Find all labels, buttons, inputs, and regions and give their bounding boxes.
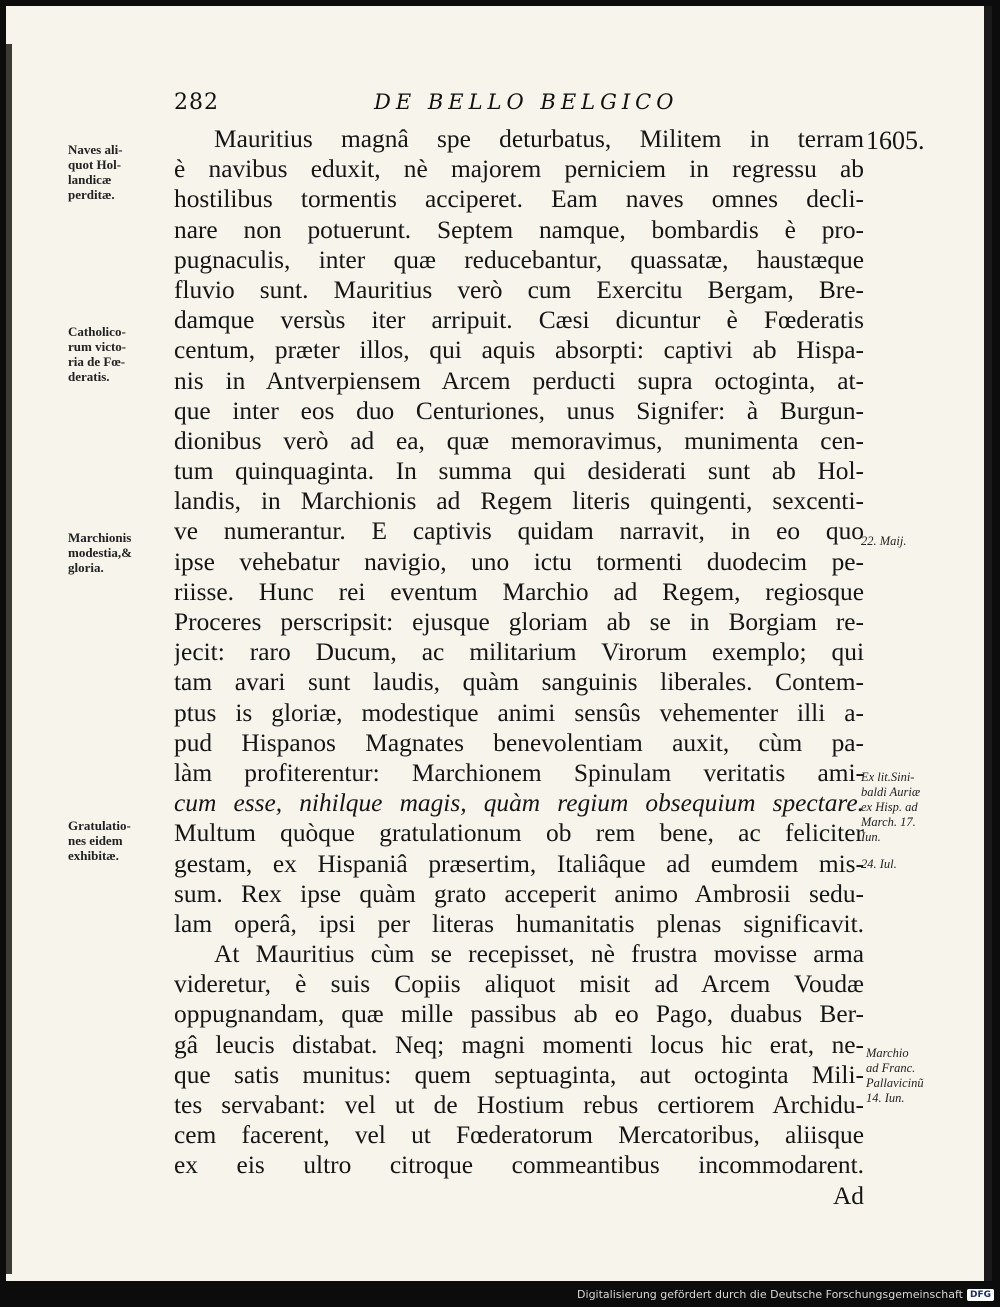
text-line: pugnaculis, inter quæ reducebantur, quassatæ, haustæque	[174, 245, 864, 274]
margin-note-line: 14. Iun.	[866, 1091, 905, 1105]
margin-note-line: landicæ	[68, 172, 112, 187]
text-line: hostilibus tormentis acciperet. Eam naves omnes decli-	[174, 185, 864, 214]
margin-note-line: Catholico-	[68, 324, 126, 339]
text-line: cum esse, nihilque magis, quàm regium obsequium spectare.	[174, 789, 864, 818]
text-line: sum. Rex ipse quàm grato acceperit animo Ambrosii sedu-	[174, 879, 864, 908]
text-line: riisse. Hunc rei eventum Marchio ad Regem, regiosque	[174, 577, 864, 606]
margin-note-line: ria de Fœ-	[68, 354, 126, 369]
text-line: ipse vehebatur navigio, uno ictu tormenti duodecim pe-	[174, 547, 864, 576]
margin-note-line: nes eidem	[68, 833, 123, 848]
margin-note-line: perditæ.	[68, 187, 115, 202]
text-line: que inter eos duo Centuriones, unus Signifer: à Burgun-	[174, 396, 864, 425]
text-line: Multum quòque gratulationum ob rem bene, ac feliciter	[174, 819, 864, 848]
margin-note-line: ex Hisp. ad	[861, 800, 918, 814]
footer-text: Digitalisierung gefördert durch die Deutsche Forschungsgemeinschaft	[577, 1288, 963, 1301]
text-line: videretur, è suis Copiis aliquot misit ad Arcem Voudæ	[174, 970, 864, 999]
margin-note-right-1	[861, 534, 906, 549]
text-line: gestam, ex Hispaniâ præsertim, Italiâque ad eumdem mis-	[174, 849, 864, 878]
text-line: ptus is gloriæ, modestique animi sensûs vehementer illi a-	[174, 698, 864, 727]
margin-note-line: deratis.	[68, 369, 110, 384]
margin-note-line: gloria.	[68, 560, 104, 575]
text-line: damque versùs iter arripuit. Cæsi dicuntur è Fœderatis	[174, 306, 864, 335]
margin-note-line: Gratulatio-	[68, 818, 131, 833]
book-page	[6, 6, 992, 1281]
page-number: 282	[174, 90, 219, 115]
margin-note-right-3	[866, 1046, 924, 1106]
text-line: tum quinquaginta. In summa qui desiderati sunt ab Hol-	[174, 457, 864, 486]
text-line: nis in Antverpiensem Arcem perducti supra octoginta, at-	[174, 366, 864, 395]
text-line: jecit: raro Ducum, ac militarium Virorum exemplo; qui	[174, 638, 864, 667]
text-line: At Mauritius cùm se recepisset, nè frustra movisse arma	[214, 940, 864, 969]
text-line: landis, in Marchionis ad Regem literis quingenti, sexcenti-	[174, 487, 864, 516]
margin-note-line: rum victo-	[68, 339, 127, 354]
margin-note-line: modestia,&	[68, 545, 132, 560]
text-line: lam operâ, ipsi per literas humanitatis plenas significavit.	[174, 909, 864, 938]
catchword: Ad	[832, 1181, 864, 1210]
margin-note-left-4	[68, 818, 131, 863]
margin-note-line: Naves ali-	[68, 142, 123, 157]
margin-note-line: March. 17.	[861, 815, 916, 829]
text-line: làm profiterentur: Marchionem Spinulam veritatis ami-	[174, 758, 864, 787]
text-line: fluvio sunt. Mauritius verò cum Exercitu Bergam, Bre-	[174, 275, 864, 304]
margin-note-line: Marchio	[866, 1046, 909, 1060]
footer-credit	[577, 1288, 994, 1301]
margin-note-line: baldi Auriæ	[861, 785, 921, 799]
text-line: è navibus eduxit, nè majorem perniciem in regressu ab	[174, 155, 864, 184]
margin-note-line: Pallavicinũ	[866, 1076, 924, 1090]
gutter-shadow	[6, 44, 12, 1274]
text-line: tes servabant: vel ut de Hostium rebus certiorem Archidu-	[174, 1091, 864, 1119]
text-line: tam avari sunt laudis, quàm sanguinis liberales. Contem-	[174, 668, 864, 697]
margin-note-line: Iun.	[861, 830, 881, 844]
margin-note-right-2	[861, 770, 920, 872]
text-line: gâ leucis distabat. Neq; magni momenti locus hic erat, ne-	[174, 1030, 864, 1059]
text-line: centum, præter illos, qui aquis absorpti: captivi ab Hispa-	[174, 336, 864, 365]
year-marginal: 1605.	[866, 126, 925, 155]
text-line: dionibus verò ad ea, quæ memoravimus, munimenta cen-	[174, 426, 864, 455]
main-text-block	[174, 124, 864, 1211]
margin-note-line: Ex lit.Sini-	[861, 770, 915, 784]
margin-note-left-3	[68, 530, 132, 575]
text-line: pud Hispanos Magnates benevolentiam auxit, cùm pa-	[174, 728, 864, 757]
margin-note-line: ad Franc.	[866, 1061, 916, 1075]
text-line: Proceres perscripsit: ejusque gloriam ab se in Borgiam re-	[174, 608, 864, 636]
text-line: cem facerent, vel ut Fœderatorum Mercatoribus, aliisque	[174, 1121, 864, 1150]
margin-note-line: exhibitæ.	[68, 848, 119, 863]
text-line: ve numerantur. E captivis quidam narravit, in eo quo	[174, 517, 864, 546]
text-line: ex eis ultro citroque commeantibus incommodarent.	[174, 1151, 864, 1180]
dfg-logo: DFG	[967, 1289, 994, 1301]
margin-note-left-2	[68, 324, 126, 384]
text-line: Mauritius magnâ spe deturbatus, Militem in terram	[214, 125, 864, 153]
text-line: nare non potuerunt. Septem namque, bombardis è pro-	[174, 215, 864, 244]
text-line: oppugnandam, quæ mille passibus ab eo Pago, duabus Ber-	[174, 1000, 864, 1029]
margin-note-line: Marchionis	[68, 530, 132, 545]
margin-note-line: quot Hol-	[68, 157, 122, 172]
text-line: que satis munitus: quem septuaginta, aut octoginta Mili-	[174, 1060, 864, 1089]
margin-note-line: 24. Iul.	[861, 857, 897, 871]
margin-note-line: 22. Maij.	[861, 534, 907, 548]
running-title: DE BELLO BELGICO	[374, 90, 679, 114]
margin-note-left-1	[68, 142, 123, 202]
